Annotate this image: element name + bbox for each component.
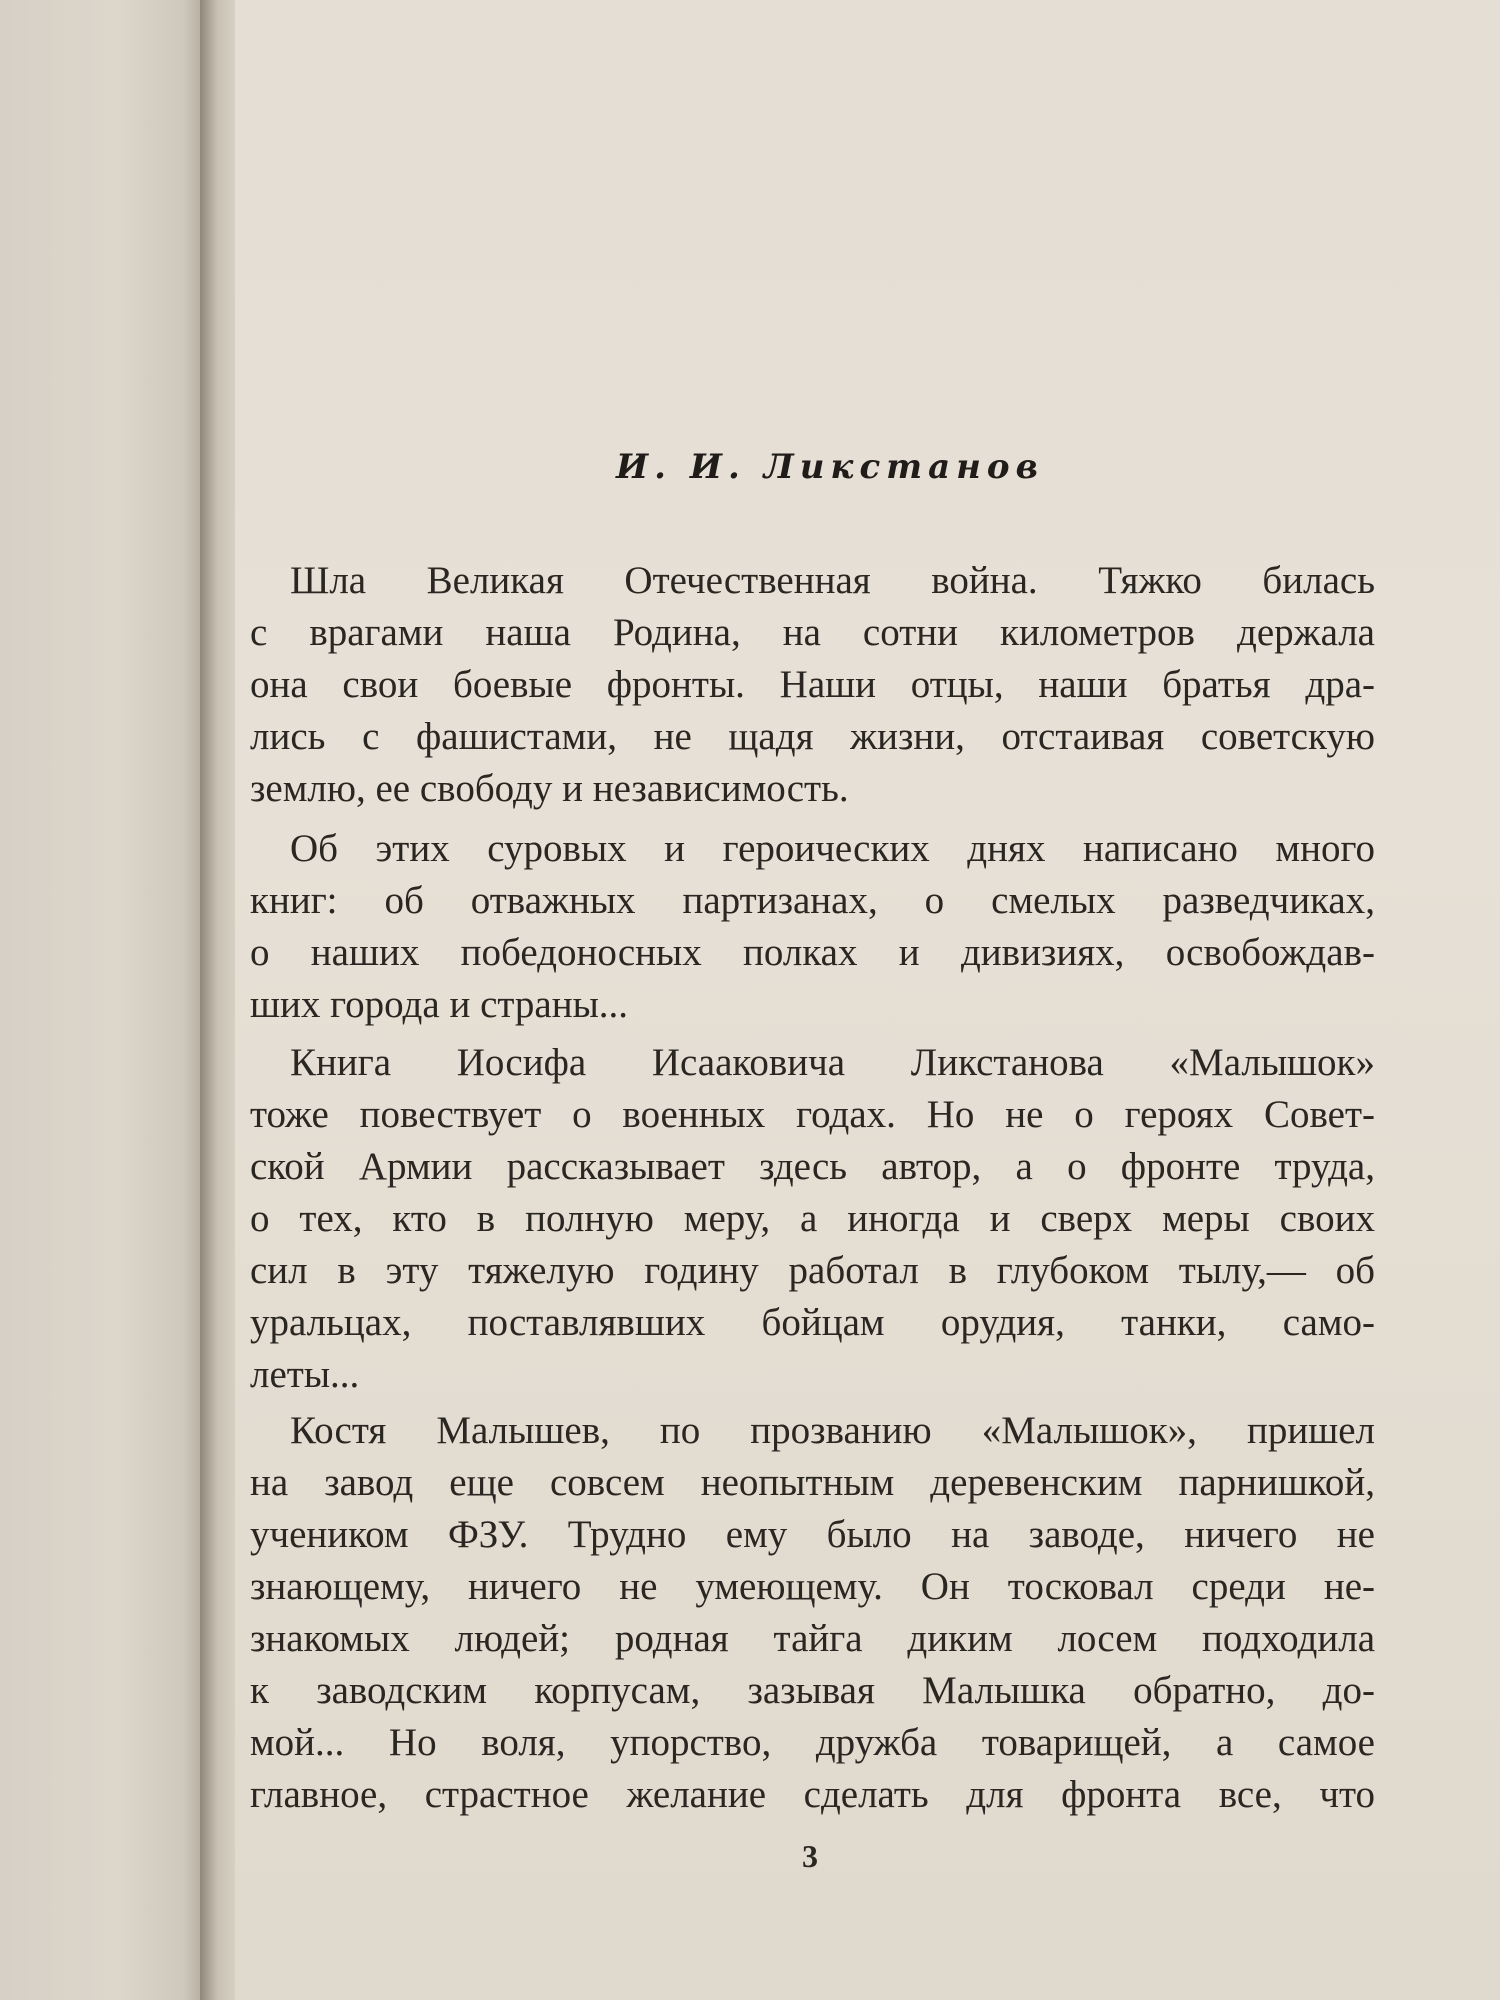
left-page-edge — [0, 0, 215, 2000]
page-number: 3 — [802, 1838, 818, 1874]
paragraph-3 — [250, 1037, 1375, 1401]
paragraph-2 — [250, 823, 1375, 1031]
text-line: знакомых людей; родная тайга диким лосем подходила — [250, 1617, 1375, 1660]
text-line: знающему, ничего не умеющему. Он тосковал среди не- — [250, 1565, 1375, 1608]
text-line: леты... — [250, 1353, 360, 1396]
author-heading: И. И. Ликстанов — [616, 447, 1044, 487]
text-line: Об этих суровых и героических днях написано много — [290, 827, 1375, 870]
text-line: о наших победоносных полках и дивизиях, освобождав- — [250, 931, 1375, 974]
paragraph-4 — [250, 1405, 1375, 1821]
text-line: с врагами наша Родина, на сотни километров держала — [250, 611, 1375, 654]
text-line: Книга Иосифа Исааковича Ликстанова «Малышок» — [290, 1041, 1375, 1084]
text-line: к заводским корпусам, зазывая Малышка обратно, до- — [250, 1669, 1375, 1712]
paragraph-1 — [250, 555, 1375, 815]
text-line: лись с фашистами, не щадя жизни, отстаивая советскую — [250, 715, 1375, 758]
text-line: тоже повествует о военных годах. Но не о героях Совет- — [250, 1093, 1375, 1136]
text-line: ших города и страны... — [250, 983, 629, 1026]
text-line: о тех, кто в полную меру, а иногда и сверх меры своих — [250, 1197, 1375, 1240]
text-line: учеником ФЗУ. Трудно ему было на заводе, ничего не — [250, 1513, 1375, 1556]
text-line: Костя Малышев, по прозванию «Малышок», пришел — [290, 1409, 1375, 1452]
text-line: ской Армии рассказывает здесь автор, а о фронте труда, — [250, 1145, 1375, 1188]
text-line: она свои боевые фронты. Наши отцы, наши братья дра- — [250, 663, 1375, 706]
text-line: книг: об отважных партизанах, о смелых разведчиках, — [250, 879, 1375, 922]
page-text-block — [250, 0, 1375, 2000]
text-line: на завод еще совсем неопытным деревенским парнишкой, — [250, 1461, 1375, 1504]
text-line: уральцах, поставлявших бойцам орудия, танки, само- — [250, 1301, 1375, 1344]
text-line: мой... Но воля, упорство, дружба товарищей, а самое — [250, 1721, 1375, 1764]
text-line: землю, ее свободу и независимость. — [250, 767, 849, 810]
text-line: Шла Великая Отечественная война. Тяжко билась — [290, 559, 1375, 602]
text-line: главное, страстное желание сделать для фронта все, что — [250, 1773, 1375, 1816]
text-line: сил в эту тяжелую годину работал в глубоком тылу,— об — [250, 1249, 1375, 1292]
